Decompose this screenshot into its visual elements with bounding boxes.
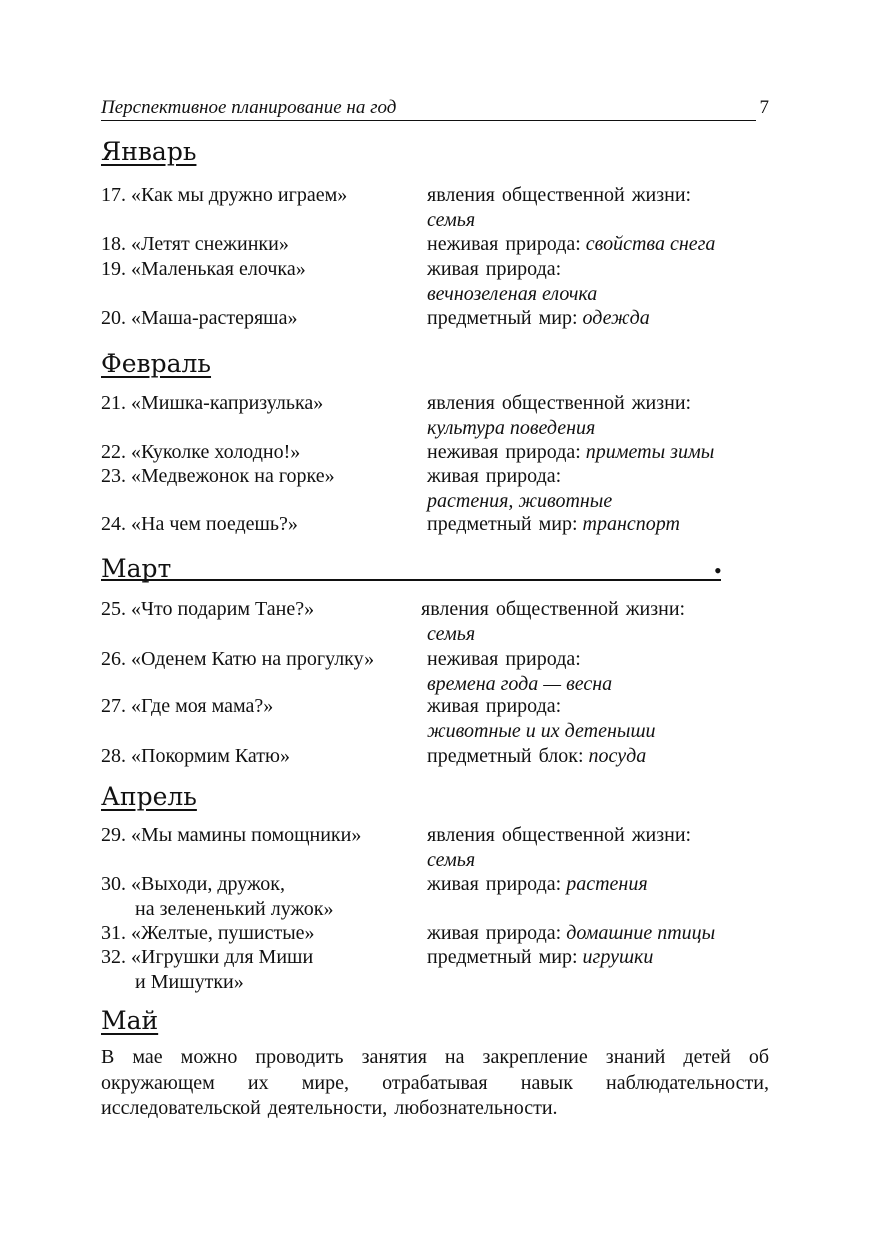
lesson-title: 27. «Где моя мама?»: [101, 695, 274, 717]
lesson-topic: [427, 744, 777, 769]
topic-category: явления общественной жизни:: [421, 598, 686, 620]
topic-detail: одежда: [582, 307, 650, 329]
lesson-title: 29. «Мы мамины помощники»: [101, 824, 362, 846]
lesson-title: 20. «Маша-растеряша»: [101, 307, 298, 329]
topic-detail: семья: [427, 208, 476, 231]
lesson-title: 18. «Летят снежинки»: [101, 233, 289, 255]
month-name: Март: [101, 554, 172, 583]
topic-detail: посуда: [588, 745, 647, 767]
month-heading-january: [101, 136, 196, 168]
lesson-title: 31. «Желтые, пушистые»: [101, 922, 315, 944]
topic-category: неживая природа:: [427, 648, 581, 670]
topic-category: предметный мир:: [427, 307, 578, 329]
lesson-title-line1: 32. «Игрушки для Миши: [101, 946, 314, 968]
lesson-title: 23. «Медвежонок на горке»: [101, 465, 335, 487]
month-name: Январь: [101, 137, 197, 166]
topic-detail: времена года — весна: [427, 672, 613, 695]
lesson-title-line1: 30. «Выходи, дружок,: [101, 873, 286, 895]
lesson-topic: [421, 597, 771, 646]
lesson-title: 25. «Что подарим Тане?»: [101, 598, 315, 620]
lesson-title-line2: и Мишутки»: [135, 970, 244, 993]
lesson-title: 28. «Покормим Катю»: [101, 745, 290, 767]
lesson-topic: [427, 945, 777, 970]
topic-detail: растения: [566, 873, 648, 895]
topic-detail: игрушки: [582, 946, 654, 968]
topic-category: явления общественной жизни:: [427, 392, 692, 414]
lesson-topic: [427, 232, 777, 257]
topic-category: неживая природа:: [427, 233, 581, 255]
topic-category: живая природа:: [427, 873, 562, 895]
may-paragraph: В мае можно проводить занятия на закрепление знаний детей об окружающем их мире, отрабатывая навык наблюдательности, исследовательской деятельности, любознательности.: [101, 1046, 769, 1119]
topic-detail: транспорт: [582, 513, 680, 535]
topic-category: живая природа:: [427, 465, 562, 487]
topic-category: предметный блок:: [427, 745, 584, 767]
lesson-topic: [427, 694, 777, 743]
lesson-title: 21. «Мишка-капризулька»: [101, 392, 324, 414]
lesson-title: [101, 945, 421, 994]
topic-category: живая природа:: [427, 258, 562, 280]
lesson-title: 26. «Оденем Катю на прогулку»: [101, 648, 375, 670]
lesson-topic: [427, 306, 777, 331]
topic-detail: семья: [427, 622, 476, 645]
lesson-topic: [427, 647, 777, 696]
lesson-topic: [427, 823, 777, 872]
lesson-topic: [427, 257, 777, 306]
lesson-topic: [427, 464, 777, 513]
lesson-title: 22. «Куколке холодно!»: [101, 441, 301, 463]
month-heading-february: [101, 348, 211, 380]
topic-category: живая природа:: [427, 922, 562, 944]
topic-detail: семья: [427, 848, 476, 871]
lesson-topic: [427, 921, 777, 946]
lesson-title: 24. «На чем поедешь?»: [101, 513, 298, 535]
topic-category: явления общественной жизни:: [427, 824, 692, 846]
lesson-title: [101, 872, 421, 921]
month-name: Май: [101, 1006, 159, 1035]
topic-detail: животные и их детеныши: [427, 719, 656, 742]
lesson-topic: [427, 872, 777, 897]
lesson-topic: [427, 440, 777, 465]
lesson-title: 19. «Маленькая елочка»: [101, 258, 306, 280]
topic-detail: свойства снега: [585, 233, 716, 255]
lesson-title: 17. «Как мы дружно играем»: [101, 184, 348, 206]
topic-category: предметный мир:: [427, 513, 578, 535]
topic-detail: вечнозеленая елочка: [427, 282, 598, 305]
month-heading-may: [101, 1005, 158, 1037]
lesson-topic: [427, 512, 777, 537]
month-heading-april: [101, 781, 197, 813]
lesson-topic: [427, 183, 777, 232]
topic-category: живая природа:: [427, 695, 562, 717]
lesson-title-line2: на зелененький лужок»: [135, 897, 334, 920]
topic-category: явления общественной жизни:: [427, 184, 692, 206]
page-number: 7: [759, 97, 769, 118]
month-name: Февраль: [101, 349, 212, 378]
topic-category: предметный мир:: [427, 946, 578, 968]
topic-detail: культура поведения: [427, 416, 596, 439]
topic-detail: растения, животные: [427, 489, 613, 512]
month-name: Апрель: [101, 782, 197, 811]
march-heading-rule: [101, 579, 721, 581]
topic-category: неживая природа:: [427, 441, 581, 463]
running-head: [101, 96, 769, 122]
running-title: Перспективное планирование на год: [101, 96, 756, 121]
topic-detail: домашние птицы: [566, 922, 716, 944]
bullet-dot: •: [714, 558, 722, 583]
topic-detail: приметы зимы: [585, 441, 715, 463]
lesson-topic: [427, 391, 777, 440]
